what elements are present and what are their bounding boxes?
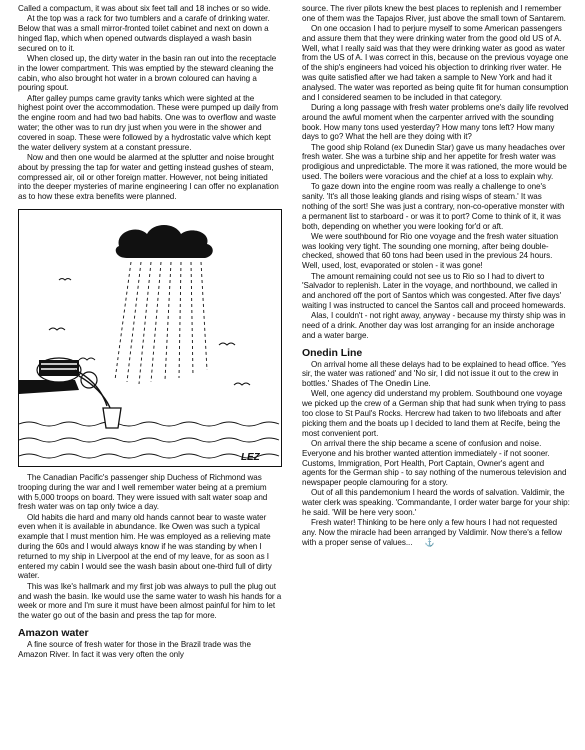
paragraph: On arrival there the ship became a scene of confusion and noise. Everyone and his brother wanted attention immediately - if not sooner. Customs, Immigration, Port Health, Port Captain, Owner's agent and agents for the German ship - to say nothing of the numerous television and newspaper people clamouring for a story. bbox=[302, 438, 567, 488]
cloud-shape bbox=[116, 225, 213, 258]
section-heading: Amazon water bbox=[18, 626, 89, 639]
paragraph: After galley pumps came gravity tanks which were sighted at the highest point over the accommodation. These were pumped up daily from the engine room and had two bad habits. One was to overflow and waste water; the other was to run dry just when you were in the shower and covered in soap. These were followed by a hydrostatic valve which kept the water delivery system at a constant pressure. bbox=[18, 93, 279, 152]
paragraph: During a long passage with fresh water problems one's daily life revolved around the awful moment when the carpenter arrived with the sounding book. How many tons used yesterday? How many tons left? How many days to go? What the hell are they doing with it? bbox=[302, 102, 569, 142]
paragraph: We were southbound for Rio one voyage and the fresh water situation was looking very tight. The sounding one morning, after being double-checked, showed that 60 tons had been used in the previous 24 hours. Well, used, lost, evaporated or stolen - it was gone! bbox=[302, 231, 559, 271]
ship-deck bbox=[19, 380, 79, 394]
anchor-icon: ⚓ bbox=[424, 537, 435, 547]
paragraph: When closed up, the dirty water in the basin ran out into the receptacle in the lower compartment. This was emptied by the steward cleaning the cabin, who also brought hot water in a brown coloured can having a pouring spout. bbox=[18, 53, 277, 93]
paragraph: Now and then one would be alarmed at the splutter and noise brought about by pressing the tap for water and getting instead gushes of steam, compressed air, oil or other foreign matter. However, not being initiated into the deeper mysteries of marine engineering I can offer no explanation as to how these extra benefits were planned. bbox=[18, 152, 279, 202]
paragraph: Called a compactum, it was about six feet tall and 18 inches or so wide. bbox=[18, 4, 271, 13]
paragraph: This was Ike's hallmark and my first job was always to pull the plug out and wash the basin. Ike would use the same water to wash his hands for a week or more and I'm sure it must have been almost painful for him to let the water go out of the basin and press the tap for more. bbox=[18, 581, 282, 621]
paragraph: The Canadian Pacific's passenger ship Duchess of Richmond was trooping during the war and I well remember water being at a premium with 5,000 troops on board. They were issued with salt water soap and fresh water was on tap only twice a day. bbox=[18, 472, 268, 512]
paragraph: Out of all this pandemonium I heard the words of salvation. Valdimir, the water clerk was speaking. 'Commandante, I order water barge for your ship: he said. 'Will be here very soon.' bbox=[302, 488, 570, 518]
paragraph: At the top was a rack for two tumblers and a carafe of drinking water. Below that was a small mirror-fronted toilet cabinet and next on down a hinged flap, which when opened outwards displayed a wash basin secured on to it. bbox=[18, 14, 270, 53]
paragraph: On one occasion I had to perjure myself to some American passengers and assure them that they were drinking water from the good old US of A. Well, what I really said was that they were drinking water as good as water from the US of A. I was correct in this, because on the previous voyage one of the ship's engineers had voiced his objection to drinking river water. He was quite satisfied after we had taken a sample to New York and had it analysed. The water was reported as being quite fit for human consumption and I considered seamen to be included in that category. bbox=[302, 24, 569, 102]
paragraph: The amount remaining could not see us to Rio so I had to divert to 'Salvador to replenish. Later in the voyage, and northbound, we called in and anchored off the port of Santos which was congested. After five days' waiting I was instructed to cancel the Santos call and proceed homewards. bbox=[302, 271, 566, 310]
left-column bbox=[18, 4, 282, 660]
right-column bbox=[302, 4, 570, 548]
paragraph: Alas, I couldn't - not right away, anyway - because my thirsty ship was in need of a drink. Another day was lost arranging for an inside anchorage and a water barge. bbox=[302, 311, 566, 340]
paragraph: Well, one agency did understand my problem. Southbound one voyage we picked up the crew of a German ship that had sunk when trying to pass too close to St Paul's Rocks. Hercrew had taken to two lifeboats and after picking them and the boats up I decided to land them at Recife, being the most convenient port. bbox=[302, 389, 566, 438]
paragraph: Old habits die hard and many old hands cannot bear to waste water even when it is available in abundance. Ike Owen was such a typical example that I must mention him. He was employed as a relieving mate during the 60s and I would always know if he was standing by when I returned to my ship in Liverpool at the end of my leave, for as soon as I entered my cabin I would see the wash basin about one-third full of dirty water. bbox=[18, 512, 272, 581]
paragraph: On arrival home all these delays had to be explained to head office. 'Yes sir, the water was rationed' and 'No sir, I did not issue it out to the crew in bottles.' Shades of The Onedin Line. bbox=[302, 359, 566, 389]
paragraph-final bbox=[302, 518, 570, 547]
paragraph: The good ship Roland (ex Dunedin Star) gave us many headaches over fresh water. She was a turbine ship and her appetite for fresh water was prodigious and unpredictable. The more it was rationed, the more would be used. The boilers were voracious and the chief at a loss to explain why. bbox=[302, 142, 567, 182]
cartoon-illustration bbox=[18, 209, 282, 467]
sea-waves bbox=[19, 422, 279, 458]
paragraph: A fine source of fresh water for those in the Brazil trade was the Amazon River. In fact it was very often the only bbox=[18, 639, 251, 659]
sailor-washing-in-rain-drawing bbox=[19, 210, 281, 466]
bucket-shape bbox=[103, 408, 121, 428]
paragraph: To gaze down into the engine room was really a challenge to one's sanity. 'It's all those leaking glands and rising wisps of steam.' It was nothing of the sort! She was just a contrary, non-co-operative monster with a permanent list to starboard - or was it to port? Come to think of it, it was both, depending on whether you were looking for'd or aft. bbox=[302, 182, 565, 231]
paragraph: source. The river pilots knew the best places to replenish and I remember one of them was the Tapajos River, just above the small town of Santarem. bbox=[302, 4, 566, 23]
paragraph-text: Fresh water! Thinking to be here only a few hours I had not requested any. Now the miracle had been arranged by Valdimir. Now there's a fellow with a proper sense of values... bbox=[302, 518, 562, 547]
illustration-signature: LEZ bbox=[241, 451, 260, 463]
rain-lines bbox=[115, 262, 207, 384]
section-heading: Onedin Line bbox=[302, 346, 363, 359]
